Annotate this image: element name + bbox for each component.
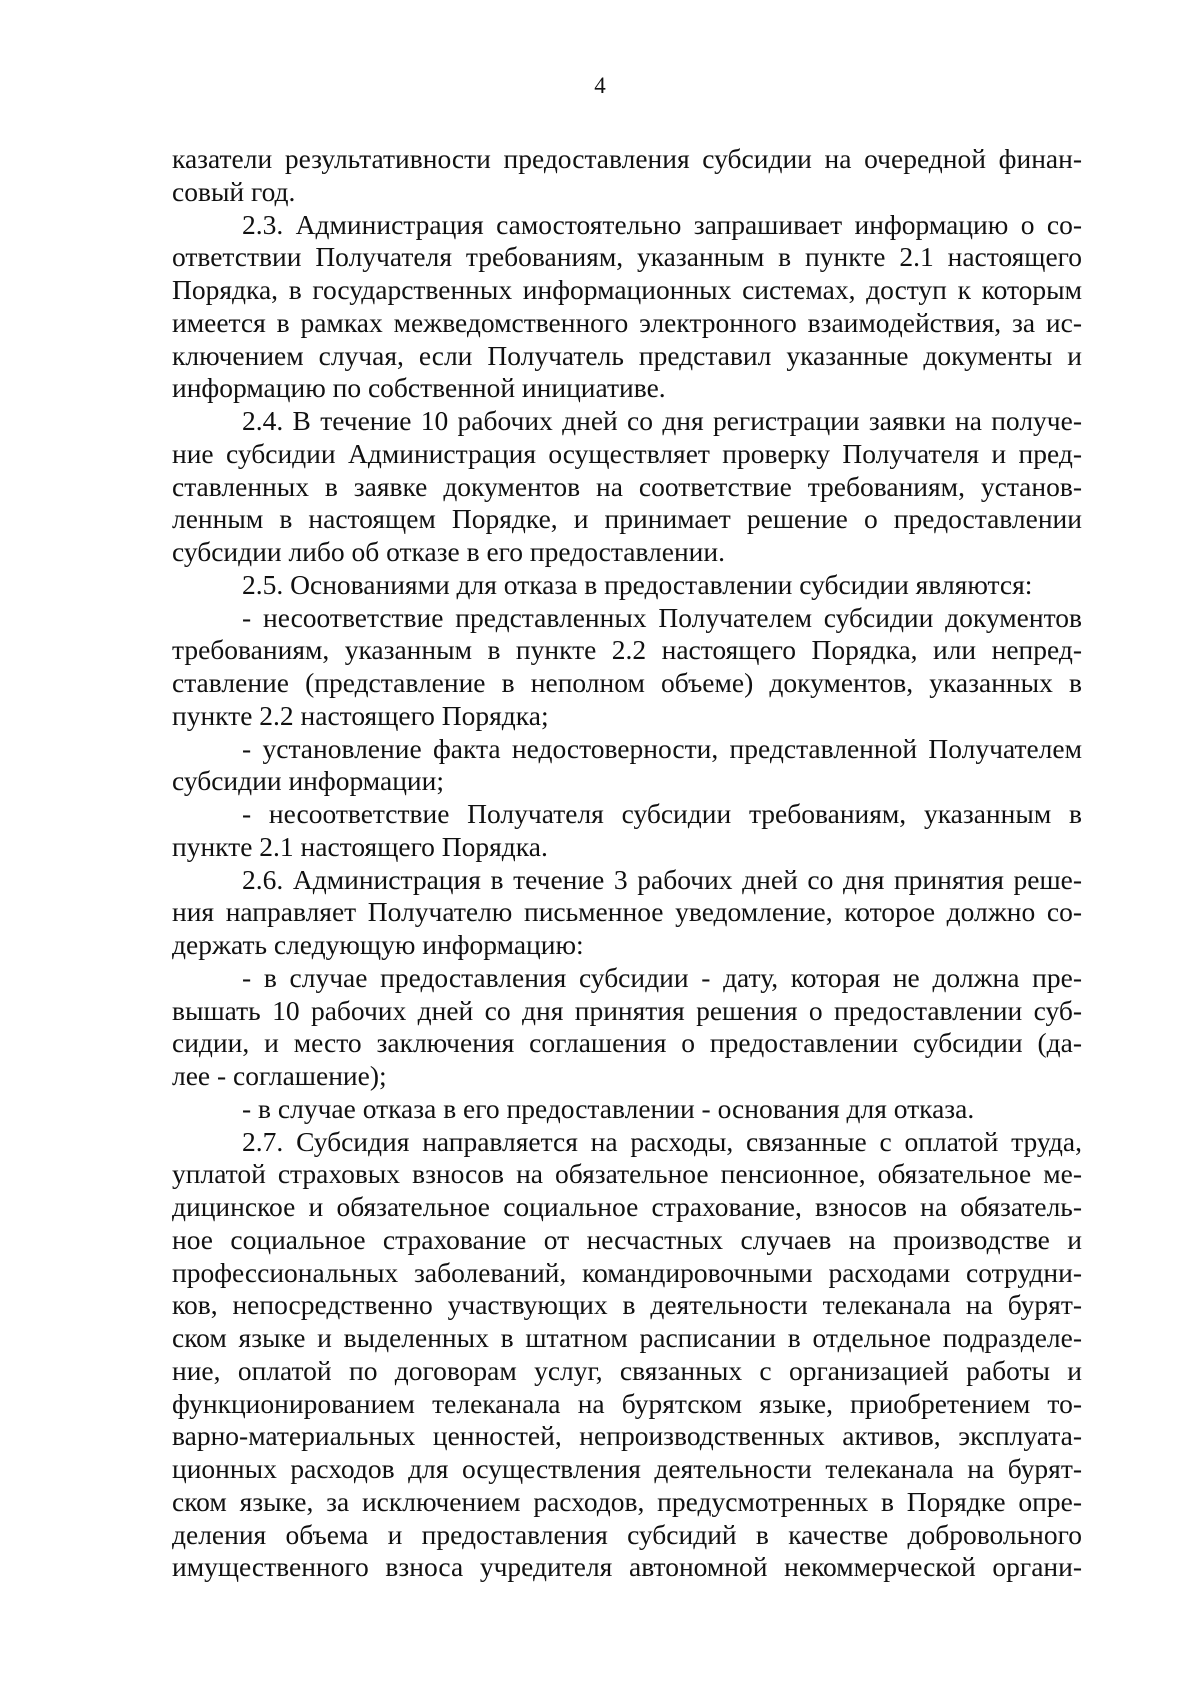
- text-line: лее - соглашение);: [172, 1060, 387, 1091]
- text-line: ков, непосредственно участвующих в деятельности телеканала на бурят-: [172, 1289, 1082, 1321]
- text-line: ния направляет Получателю письменное уведомление, которое должно со-: [172, 896, 1082, 928]
- text-line: - установление факта недостоверности, представленной Получателем: [242, 732, 1082, 764]
- text-line: ставление (представление в неполном объеме) документов, указанных в: [172, 667, 1082, 698]
- text-line: сидии, и место заключения соглашения о предоставлении субсидии (да-: [172, 1027, 1082, 1059]
- paragraph: [172, 733, 1082, 799]
- text-line: 2.6. Администрация в течение 3 рабочих дней со дня принятия реше-: [242, 863, 1082, 895]
- text-line: 2.4. В течение 10 рабочих дней со дня регистрации заявки на получе-: [242, 405, 1082, 436]
- text-line: ние, оплатой по договорам услуг, связанных с организацией работы и: [172, 1354, 1082, 1386]
- text-line: ние субсидии Администрация осуществляет проверку Получателя и пред-: [172, 437, 1082, 469]
- paragraph: [172, 602, 1082, 733]
- text-line: ключением случая, если Получатель представил указанные документы и: [172, 339, 1082, 371]
- text-line: ответствии Получателя требованиям, указанным в пункте 2.1 настоящего: [172, 241, 1082, 273]
- text-line: пункте 2.2 настоящего Порядка;: [172, 699, 549, 731]
- text-line: - в случае предоставления субсидии - дату, которая не должна пре-: [242, 961, 1082, 993]
- paragraph: [172, 1126, 1082, 1585]
- text-line: - несоответствие представленных Получателем субсидии документов: [242, 601, 1082, 633]
- text-line: варно-материальных ценностей, непроизводственных активов, эксплуата-: [172, 1420, 1082, 1452]
- text-line: ском языке и выделенных в штатном расписании в отдельное подразделе-: [172, 1322, 1082, 1353]
- text-line: профессиональных заболеваний, командировочными расходами сотрудни-: [172, 1256, 1082, 1288]
- document-body: [172, 143, 1082, 1584]
- paragraph: [172, 798, 1082, 864]
- page-number: 4: [594, 73, 606, 98]
- text-line: ленным в настоящем Порядке, и принимает решение о предоставлении: [172, 503, 1082, 535]
- text-line: имеется в рамках межведомственного электронного взаимодействия, за ис-: [172, 306, 1082, 338]
- text-line: ском языке, за исключением расходов, предусмотренных в Порядке опре-: [172, 1485, 1082, 1517]
- text-line: имущественного взноса учредителя автономной некоммерческой органи-: [172, 1551, 1082, 1583]
- text-line: 2.7. Субсидия направляется на расходы, связанные с оплатой труда,: [242, 1125, 1082, 1157]
- paragraph: [172, 569, 1082, 602]
- text-line: информацию по собственной инициативе.: [172, 372, 666, 404]
- text-line: пункте 2.1 настоящего Порядка.: [172, 830, 548, 862]
- text-line: функционированием телеканала на бурятском языке, приобретением то-: [172, 1387, 1082, 1419]
- text-line: требованиям, указанным в пункте 2.2 настоящего Порядка, или непред-: [172, 634, 1082, 666]
- text-line: субсидии либо об отказе в его предоставлении.: [172, 536, 725, 567]
- text-line: ставленных в заявке документов на соответствие требованиям, установ-: [172, 470, 1082, 502]
- text-line: деления объема и предоставления субсидий в качестве добровольного: [172, 1518, 1082, 1550]
- text-line: 2.5. Основаниями для отказа в предоставлении субсидии являются:: [242, 568, 1033, 600]
- text-line: Порядка, в государственных информационных системах, доступ к которым: [172, 274, 1082, 305]
- paragraph: [172, 209, 1082, 406]
- text-line: держать следующую информацию:: [172, 929, 584, 960]
- text-line: совый год.: [172, 175, 296, 207]
- paragraph: [172, 143, 1082, 209]
- text-line: 2.3. Администрация самостоятельно запрашивает информацию о со-: [242, 208, 1082, 240]
- text-line: казатели результативности предоставления субсидии на очередной финан-: [172, 143, 1082, 174]
- text-line: ное социальное страхование от несчастных случаев на производстве и: [172, 1223, 1082, 1255]
- text-line: вышать 10 рабочих дней со дня принятия решения о предоставлении суб-: [172, 994, 1082, 1026]
- text-line: - несоответствие Получателя субсидии требованиям, указанным в: [242, 798, 1082, 829]
- paragraph: [172, 405, 1082, 569]
- paragraph: [172, 962, 1082, 1093]
- text-line: - в случае отказа в его предоставлении - основания для отказа.: [242, 1092, 975, 1124]
- text-line: субсидии информации;: [172, 765, 444, 797]
- text-line: ционных расходов для осуществления деятельности телеканала на бурят-: [172, 1453, 1082, 1484]
- text-line: уплатой страховых взносов на обязательное пенсионное, обязательное ме-: [172, 1158, 1082, 1190]
- paragraph: [172, 864, 1082, 962]
- paragraph: [172, 1093, 1082, 1126]
- text-line: дицинское и обязательное социальное страхование, взносов на обязатель-: [172, 1191, 1082, 1222]
